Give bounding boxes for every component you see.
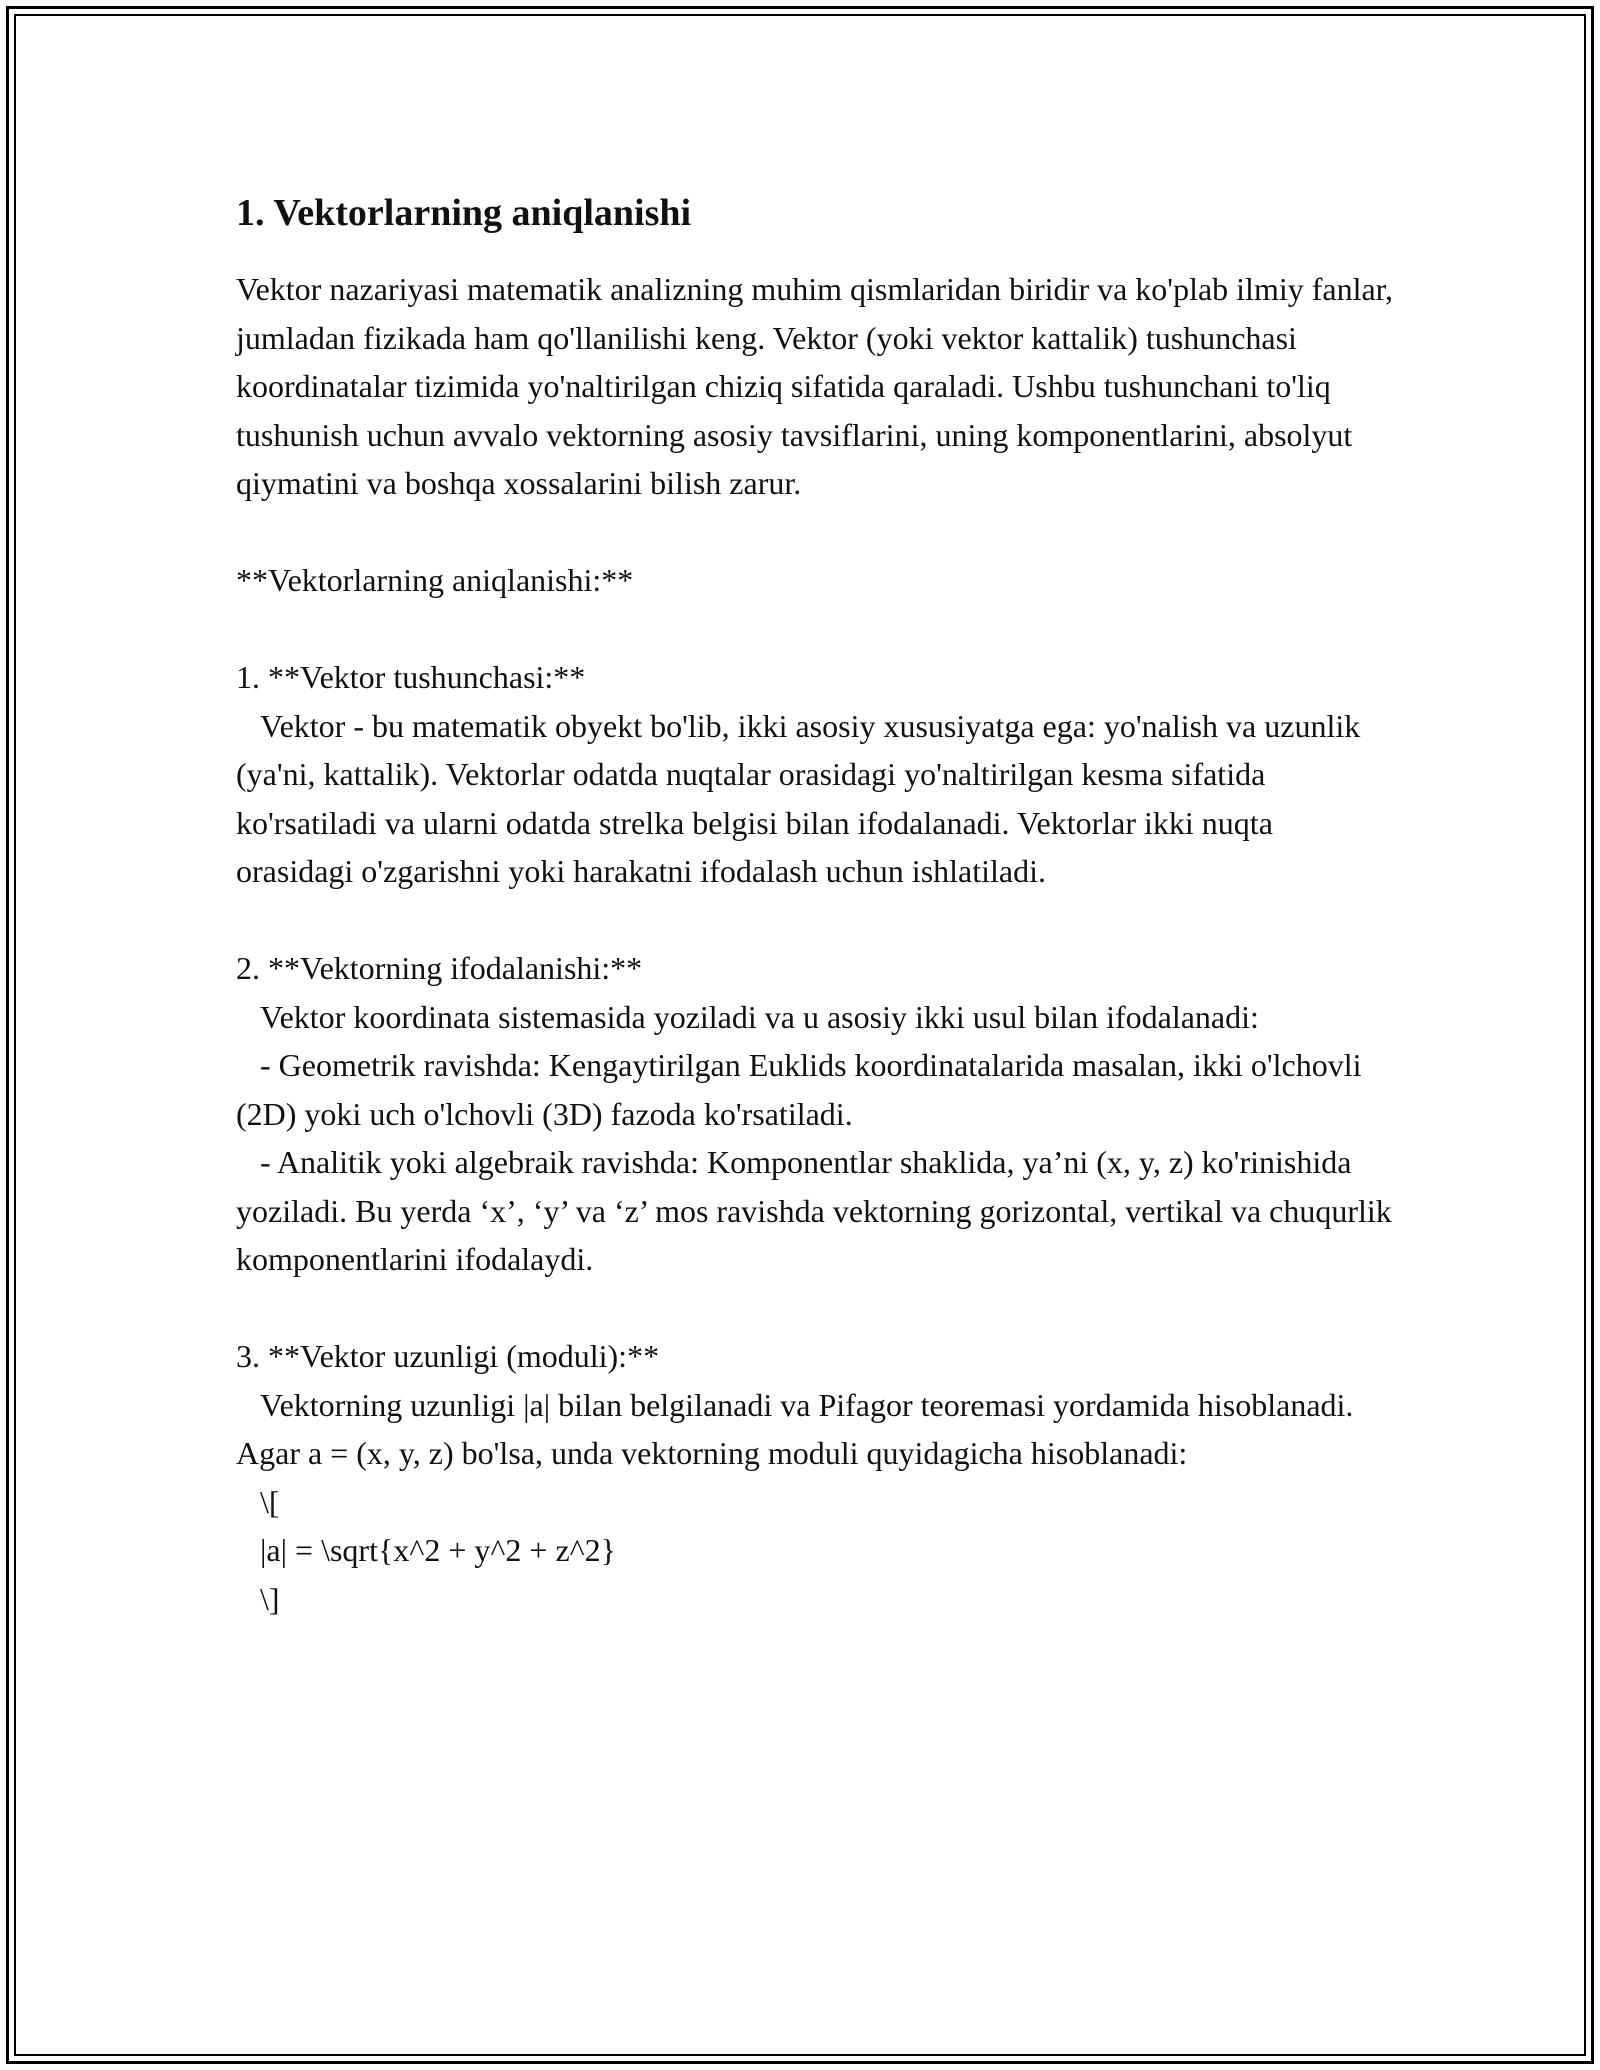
item-3-heading: 3. **Vektor uzunligi (moduli):** (236, 1338, 660, 1374)
page-title: 1. Vektorlarning aniqlanishi (236, 192, 692, 234)
item-2-heading: 2. **Vektorning ifodalanishi:** (236, 950, 643, 986)
item-1-body: Vektor - bu matematik obyekt bo'lib, ikki asosiy xususiyatga ega: yo'nalish va uzunlik (ya'ni, kattalik). Vektorlar odatda nuqtalar orasidagi yo'naltirilgan kesma sifatida ko'rsatiladi va ularni odatda strelka belgisi bilan ifodalanadi. Vektorlar ikki nuqta orasidagi o'zgarishni yoki harakatni ifodalash uchun ishlatiladi. (236, 707, 1369, 889)
section-heading: **Vektorlarning aniqlanishi:** (236, 562, 634, 598)
spacer (236, 508, 1396, 557)
spacer (236, 605, 1396, 654)
spacer (236, 896, 1396, 945)
intro-paragraph: Vektor nazariyasi matematik analizning muhim qismlaridan biridir va ko'plab ilmiy fanlar, jumladan fizikada ham qo'llanilishi keng. Vektor (yoki vektor kattalik) tushunchasi koordinatalar tizimida yo'naltirilgan chiziq sifatida qaraladi. Ushbu tushunchani to'liq tushunish uchun avvalo vektorning asosiy tavsiflarini, uning komponentlarini, absolyut qiymatini va boshqa xossalarini bilish zarur. (236, 271, 1402, 501)
item-2-body: Vektor koordinata sistemasida yoziladi va u asosiy ikki usul bilan ifodalanadi: (236, 998, 1259, 1035)
item-2-bullet-analytic: - Analitik yoki algebraik ravishda: Komponentlar shaklida, ya’ni (x, y, z) ko'rinishida yoziladi. Bu yerda ‘x’, ‘y’ va ‘z’ mos ravishda vektorning gorizontal, vertikal va chuqurlik komponentlarini ifodalaydi. (236, 1144, 1400, 1277)
item-3-body: Vektorning uzunligi |a| bilan belgilanadi va Pifagor teoremasi yordamida hisoblanadi. Agar a = (x, y, z) bo'lsa, unda vektorning moduli quyidagicha hisoblanadi: (236, 1386, 1360, 1471)
formula-expression: |a| = \sqrt{x^2 + y^2 + z^2} (236, 1532, 617, 1568)
item-1-heading: 1. **Vektor tushunchasi:** (236, 659, 586, 695)
formula-close: \] (236, 1580, 280, 1617)
item-2-bullet-geometric: - Geometrik ravishda: Kengaytirilgan Euklids koordinatalarida masalan, ikki o'lchovli (2D) yoki uch o'lchovli (3D) fazoda ko'rsatiladi. (236, 1047, 1370, 1132)
formula-open: \[ (236, 1483, 280, 1520)
document-page (236, 188, 1402, 1623)
spacer (236, 1284, 1396, 1333)
